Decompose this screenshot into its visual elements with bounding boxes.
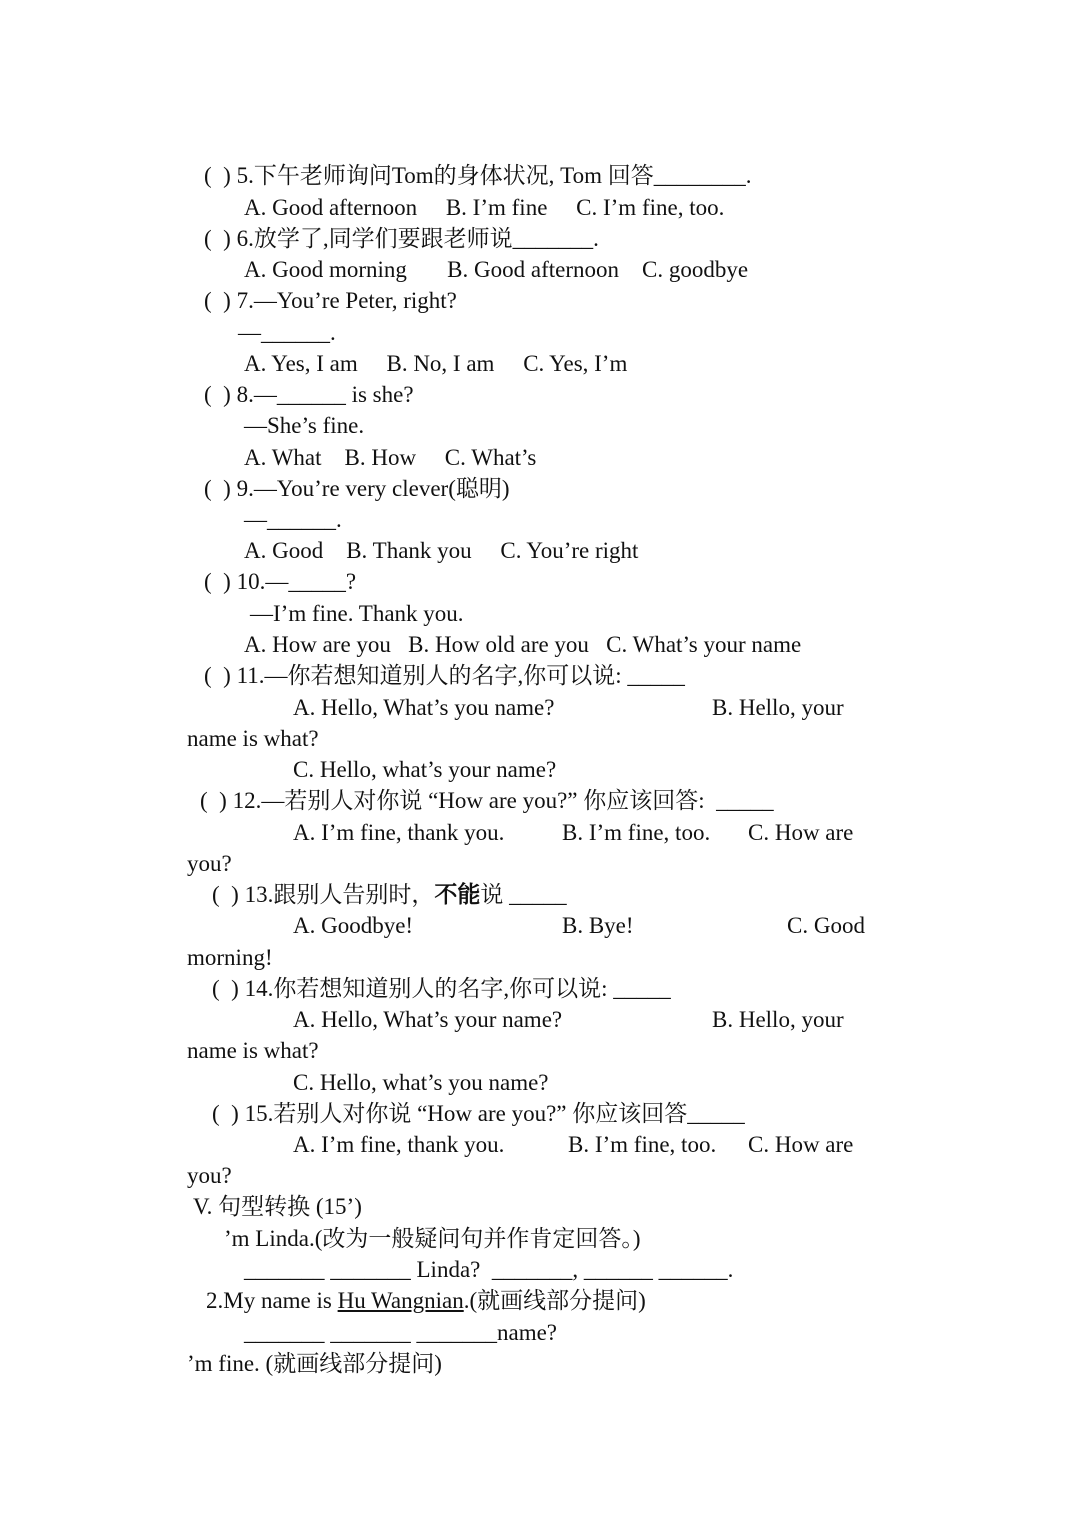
question-7-reply: —______. [238, 320, 336, 345]
question-6-options: A. Good morning B. Good afternoon C. goodbye [244, 257, 749, 282]
question-5-stem: ( ) 5.下午老师询问Tom的身体状况, Tom 回答________. [204, 163, 752, 188]
question-10-reply: —I’m fine. Thank you. [250, 601, 464, 626]
question-14-option-c: C. Hello, what’s you name? [293, 1070, 549, 1095]
question-15-stem: ( ) 15.若别人对你说 “How are you?” 你应该回答_____ [212, 1101, 745, 1126]
section-5-question-2-underlined: Hu Wangnian [337, 1288, 464, 1313]
question-13-option-c: C. Good [787, 913, 865, 938]
section-5-question-1: ’m Linda.(改为一般疑问句并作肯定回答。) [224, 1226, 641, 1251]
question-11-stem: ( ) 11.—你若想知道别人的名字,你可以说: _____ [204, 663, 685, 688]
question-12-option-b: B. I’m fine, too. [562, 820, 711, 845]
question-10-options: A. How are you B. How old are you C. What’s your name [244, 632, 802, 657]
question-12-option-c: C. How are [748, 820, 854, 845]
section-5-question-2-post: .(就画线部分提问) [463, 1288, 646, 1313]
section-5-question-2 [206, 1289, 646, 1312]
question-14-wrap: name is what? [187, 1038, 319, 1063]
question-12-stem: ( ) 12.—若别人对你说 “How are you?” 你应该回答: _____ [200, 788, 774, 813]
question-10-stem: ( ) 10.—_____? [204, 569, 357, 594]
section-5-heading: V. 句型转换 (15’) [193, 1194, 362, 1219]
section-5-question-2-blanks: _______ _______ _______name? [244, 1320, 558, 1345]
question-5-options: A. Good afternoon B. I’m fine C. I’m fine, too. [244, 195, 725, 220]
question-13-option-a: A. Goodbye! [293, 913, 414, 938]
question-9-reply: —______. [244, 507, 342, 532]
section-5-question-1-blanks: _______ _______ Linda? _______, ______ ______. [244, 1257, 734, 1282]
question-15-option-b: B. I’m fine, too. [568, 1132, 717, 1157]
question-8-options: A. What B. How C. What’s [244, 445, 537, 470]
question-11-option-a: A. Hello, What’s you name? [293, 695, 555, 720]
question-12-wrap: you? [187, 851, 232, 876]
question-11-option-b: B. Hello, your [712, 695, 844, 720]
section-5-question-3: ’m fine. (就画线部分提问) [187, 1351, 442, 1376]
question-13-stem [212, 883, 567, 906]
question-9-stem: ( ) 9.—You’re very clever(聪明) [204, 476, 510, 501]
question-14-stem: ( ) 14.你若想知道别人的名字,你可以说: _____ [212, 976, 671, 1001]
question-9-options: A. Good B. Thank you C. You’re right [244, 538, 639, 563]
question-7-stem: ( ) 7.—You’re Peter, right? [204, 288, 457, 313]
section-5-question-2-pre: 2.My name is [206, 1288, 338, 1313]
question-8-stem: ( ) 8.—______ is she? [204, 382, 414, 407]
question-15-option-c: C. How are [748, 1132, 854, 1157]
question-13-wrap: morning! [187, 945, 273, 970]
question-14-option-b: B. Hello, your [712, 1007, 844, 1032]
question-14-option-a: A. Hello, What’s your name? [293, 1007, 563, 1032]
question-13-stem-post: 说 _____ [480, 882, 567, 907]
question-13-option-b: B. Bye! [562, 913, 634, 938]
question-12-option-a: A. I’m fine, thank you. [293, 820, 505, 845]
question-8-reply: —She’s fine. [244, 413, 365, 438]
question-6-stem: ( ) 6.放学了,同学们要跟老师说_______. [204, 226, 599, 251]
question-13-stem-bold: 不能 [434, 882, 481, 907]
question-13-stem-pre: ( ) 13.跟别人告别时， [212, 882, 435, 907]
question-11-option-c: C. Hello, what’s your name? [293, 757, 557, 782]
question-15-option-a: A. I’m fine, thank you. [293, 1132, 505, 1157]
question-7-options: A. Yes, I am B. No, I am C. Yes, I’m [244, 351, 628, 376]
question-15-wrap: you? [187, 1163, 232, 1188]
question-11-wrap: name is what? [187, 726, 319, 751]
